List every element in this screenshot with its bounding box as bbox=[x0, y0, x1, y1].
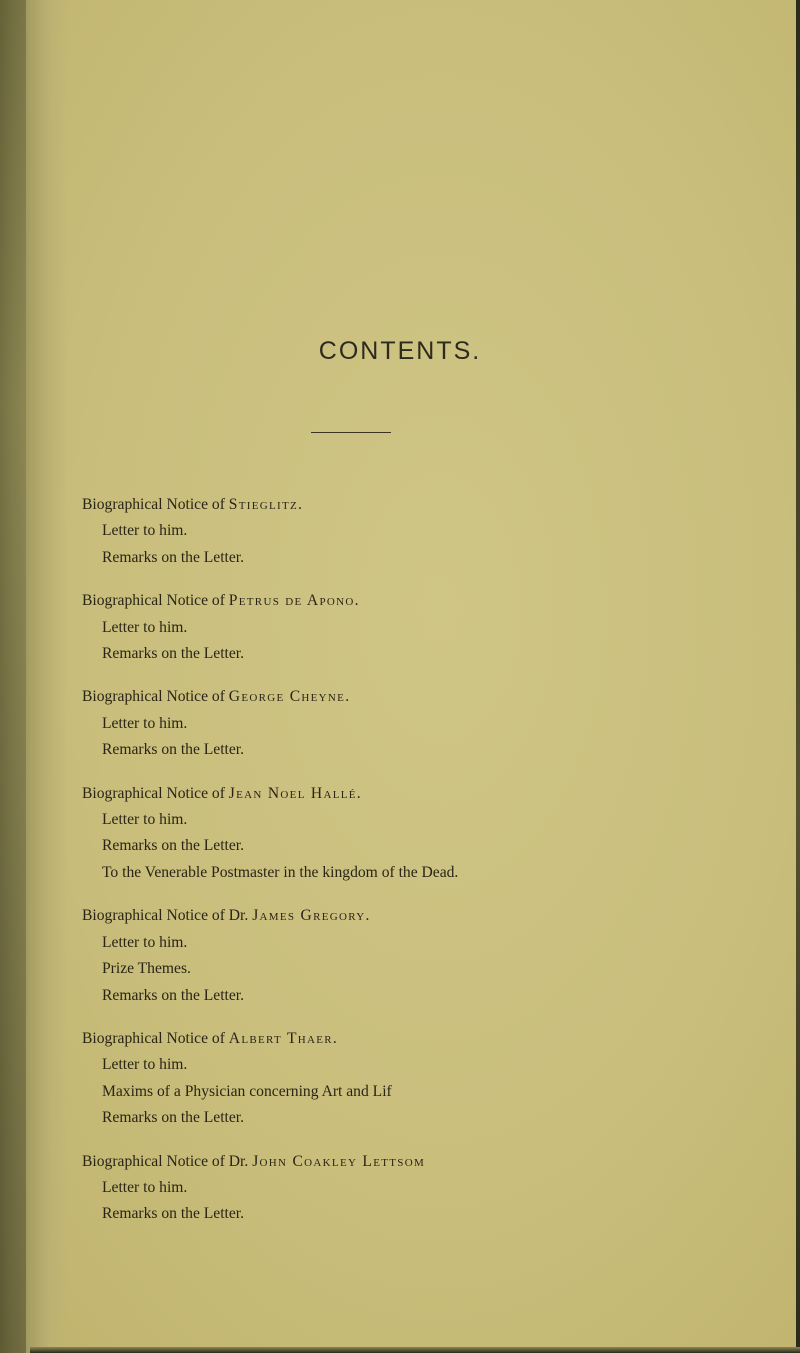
contents-entry bbox=[82, 492, 782, 571]
entry-subitem: Remarks on the Letter. bbox=[102, 837, 245, 855]
entry-heading bbox=[82, 1149, 782, 1175]
entry-suffix: . bbox=[345, 688, 350, 706]
entry-subitem: Remarks on the Letter. bbox=[102, 986, 245, 1004]
entry-heading bbox=[82, 781, 782, 807]
entry-subitem: Remarks on the Letter. bbox=[102, 1205, 245, 1223]
entry-heading bbox=[82, 588, 782, 614]
entry-subitem: Maxims of a Physician concerning Art and Lif bbox=[102, 1082, 392, 1100]
entry-name: Petrus de Apono bbox=[228, 592, 355, 610]
entry-name: Jean Noel Hallé bbox=[228, 784, 357, 802]
entry-name: Albert Thaer bbox=[228, 1029, 333, 1047]
entry-name: John Coakley Lettsom bbox=[252, 1152, 426, 1170]
entry-suffix: . bbox=[298, 496, 302, 513]
entry-subitem: Letter to him. bbox=[102, 522, 188, 540]
entry-subitem: Remarks on the Letter. bbox=[102, 1109, 245, 1127]
contents-list bbox=[82, 492, 782, 1245]
entry-subitem: Letter to him. bbox=[102, 1178, 188, 1196]
entry-prefix: Biographical Notice of bbox=[82, 1029, 229, 1047]
contents-entry bbox=[82, 903, 782, 1009]
binding-shadow bbox=[0, 0, 26, 1353]
entry-suffix: . bbox=[354, 592, 359, 610]
entry-subitem: Letter to him. bbox=[102, 1056, 188, 1074]
entry-subitem: Prize Themes. bbox=[102, 960, 191, 978]
entry-subitem: Letter to him. bbox=[102, 714, 188, 732]
entry-subitem: Remarks on the Letter. bbox=[102, 741, 245, 759]
contents-entry bbox=[82, 1149, 782, 1228]
entry-subitem: Letter to him. bbox=[102, 933, 188, 951]
entry-prefix: Biographical Notice of Dr. bbox=[82, 1152, 253, 1170]
entry-suffix: . bbox=[356, 784, 361, 802]
entry-prefix: Biographical Notice of bbox=[82, 784, 229, 802]
entry-name: James Gregory bbox=[252, 907, 366, 925]
entry-prefix: Biographical Notice of Dr. bbox=[82, 907, 253, 925]
page-bottom-edge bbox=[30, 1347, 800, 1353]
entry-subitem: Remarks on the Letter. bbox=[102, 645, 245, 663]
entry-heading bbox=[82, 684, 782, 710]
entry-heading bbox=[82, 492, 782, 518]
entry-suffix: . bbox=[332, 1029, 337, 1047]
entry-prefix: Biographical Notice of bbox=[82, 688, 229, 706]
entry-name: George Cheyne bbox=[228, 688, 346, 706]
entry-heading bbox=[82, 903, 782, 929]
page-title: CONTENTS. bbox=[318, 337, 482, 365]
entry-prefix: Biographical Notice of bbox=[82, 592, 229, 610]
entry-heading bbox=[82, 1026, 782, 1052]
contents-entry bbox=[82, 588, 782, 667]
entry-subitem: Letter to him. bbox=[102, 811, 188, 829]
page-right-edge bbox=[796, 0, 800, 1353]
title-divider bbox=[311, 432, 391, 433]
entry-subitem: To the Venerable Postmaster in the kingdom of the Dead. bbox=[102, 863, 459, 881]
entry-subitem: Letter to him. bbox=[102, 618, 188, 636]
contents-entry bbox=[82, 684, 782, 763]
entry-suffix: . bbox=[365, 907, 370, 925]
entry-subitem: Remarks on the Letter. bbox=[102, 548, 245, 566]
contents-entry bbox=[82, 1026, 782, 1132]
contents-entry bbox=[82, 781, 782, 887]
entry-prefix: Biographical Notice of bbox=[82, 496, 229, 513]
entry-name: Stieglitz bbox=[228, 496, 299, 513]
